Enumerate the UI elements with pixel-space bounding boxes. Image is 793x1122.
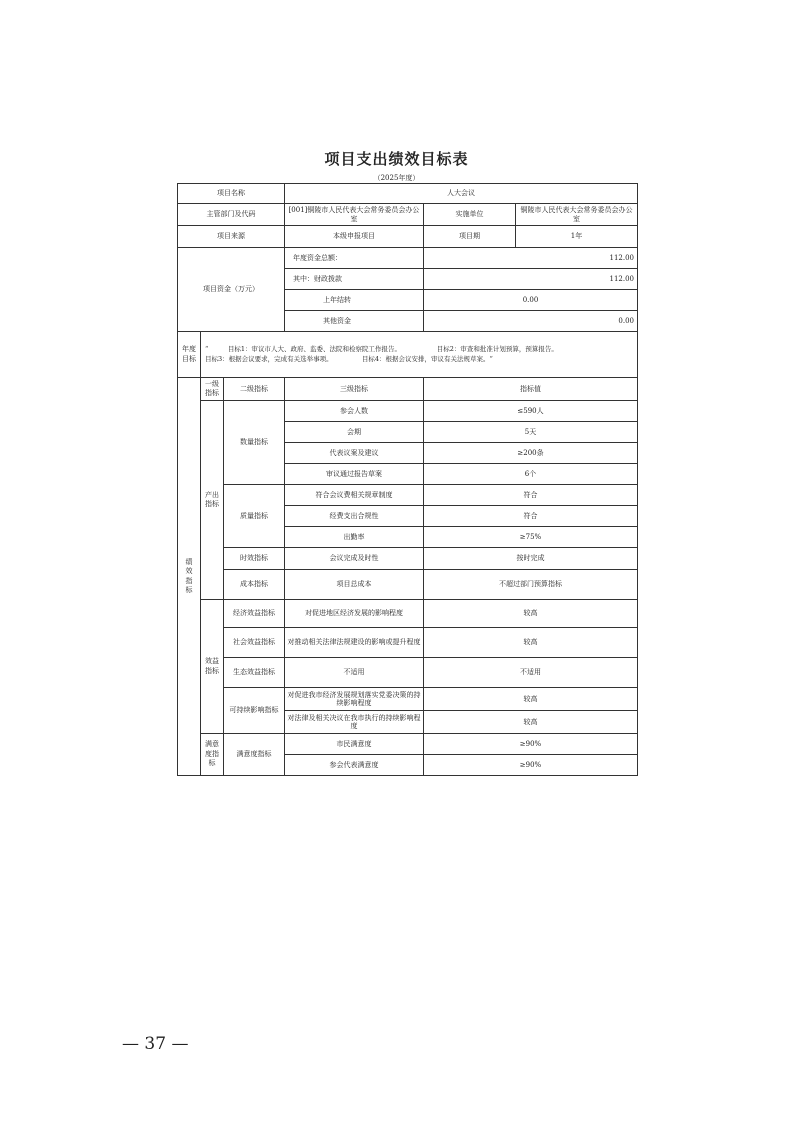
indicator-row bbox=[178, 401, 638, 422]
project-name-value: 人大会议 bbox=[285, 184, 638, 204]
implementing-unit-value: 铜陵市人民代表大会常务委员会办公室 bbox=[516, 204, 638, 226]
perf-outer-label bbox=[178, 378, 201, 776]
eco-label: 生态效益指标 bbox=[224, 658, 285, 688]
output-label-text: 产出指标 bbox=[205, 490, 219, 508]
economic-label: 经济效益指标 bbox=[224, 600, 285, 628]
indicator-name: 项目总成本 bbox=[285, 570, 424, 600]
indicator-row bbox=[178, 485, 638, 506]
indicator-value: 较高 bbox=[424, 628, 638, 658]
indicator-row bbox=[178, 734, 638, 755]
indicator-name: 对法律及相关决议在我市执行的持续影响程度 bbox=[285, 711, 424, 734]
document-title: 项目支出绩效目标表 bbox=[324, 150, 469, 168]
fund-value: 112.00 bbox=[424, 248, 638, 269]
indicator-value: ≥90% bbox=[424, 755, 638, 776]
header-level2: 二级指标 bbox=[224, 378, 285, 401]
timeliness-label: 时效指标 bbox=[224, 548, 285, 570]
fund-value: 112.00 bbox=[424, 269, 638, 290]
indicator-row bbox=[178, 688, 638, 711]
fund-row bbox=[178, 248, 638, 269]
project-source-value: 本级申报项目 bbox=[285, 226, 424, 248]
perf-outer-label-text: 绩效指标 bbox=[185, 557, 193, 594]
project-name-label: 项目名称 bbox=[178, 184, 285, 204]
fund-label: 年度资金总额： bbox=[285, 248, 424, 269]
indicator-value: 6个 bbox=[424, 464, 638, 485]
funds-label bbox=[178, 248, 285, 332]
implementing-unit-label: 实施单位 bbox=[424, 204, 516, 226]
annual-goal-line: “ 目标1：审议市人大、政府、监委、法院和检察院工作报告。 目标2：审查和批准计划预算，预算报告。 bbox=[205, 345, 558, 354]
indicator-name: 符合会议费相关规章制度 bbox=[285, 485, 424, 506]
output-label bbox=[201, 401, 224, 600]
indicator-name: 经费支出合规性 bbox=[285, 506, 424, 527]
indicator-value: 不适用 bbox=[424, 658, 638, 688]
benefit-label bbox=[201, 600, 224, 734]
project-name-row bbox=[178, 184, 638, 204]
satisfaction-l1-text: 满意度指标 bbox=[205, 740, 219, 768]
header-level1-text: 一级指标 bbox=[205, 379, 219, 397]
indicator-header-row bbox=[178, 378, 638, 401]
annual-goal-label bbox=[178, 332, 201, 378]
fund-value: 0.00 bbox=[424, 290, 638, 311]
indicator-row bbox=[178, 628, 638, 658]
indicator-name: 对促进我市经济发展规划落实党委决策的持续影响程度 bbox=[285, 688, 424, 711]
indicator-name: 参会代表满意度 bbox=[285, 755, 424, 776]
indicator-value: 5天 bbox=[424, 422, 638, 443]
indicator-value: 不超过部门预算指标 bbox=[424, 570, 638, 600]
benefit-label-text: 效益指标 bbox=[205, 657, 219, 675]
fund-label: 上年结转 bbox=[285, 290, 424, 311]
satisfaction-l2-label: 满意度指标 bbox=[224, 734, 285, 776]
department-label: 主管部门及代码 bbox=[178, 204, 285, 226]
indicator-value: 按时完成 bbox=[424, 548, 638, 570]
indicator-row bbox=[178, 548, 638, 570]
indicator-name: 不适用 bbox=[285, 658, 424, 688]
indicator-value: ≥200条 bbox=[424, 443, 638, 464]
indicator-row bbox=[178, 600, 638, 628]
annual-goal-label-text: 年度目标 bbox=[182, 345, 196, 363]
quantity-label: 数量指标 bbox=[224, 401, 285, 485]
document-year: （2025年度） bbox=[373, 174, 420, 182]
indicator-name: 会议完成及时性 bbox=[285, 548, 424, 570]
annual-goal-line: 目标3：根据会议要求，完成有关选举事项。 目标4：根据会议安排，审议有关法规草案。“ bbox=[205, 354, 493, 363]
indicator-value: 较高 bbox=[424, 688, 638, 711]
indicator-value: 较高 bbox=[424, 600, 638, 628]
fund-label: 其他资金 bbox=[285, 311, 424, 332]
indicator-row bbox=[178, 570, 638, 600]
indicator-value: 符合 bbox=[424, 506, 638, 527]
header-value: 指标值 bbox=[424, 378, 638, 401]
project-period-value: 1年 bbox=[516, 226, 638, 248]
indicator-value: 较高 bbox=[424, 711, 638, 734]
indicator-name: 审议通过报告草案 bbox=[285, 464, 424, 485]
indicator-name: 参会人数 bbox=[285, 401, 424, 422]
header-level1 bbox=[201, 378, 224, 401]
project-source-row bbox=[178, 226, 638, 248]
performance-goal-table bbox=[177, 183, 638, 776]
indicator-name: 会期 bbox=[285, 422, 424, 443]
indicator-name: 对促进地区经济发展的影响程度 bbox=[285, 600, 424, 628]
department-row bbox=[178, 204, 638, 226]
indicator-row bbox=[178, 658, 638, 688]
header-level3: 三级指标 bbox=[285, 378, 424, 401]
social-label: 社会效益指标 bbox=[224, 628, 285, 658]
satisfaction-l1-label bbox=[201, 734, 224, 776]
project-period-label: 项目期 bbox=[424, 226, 516, 248]
annual-goal-text bbox=[201, 332, 638, 378]
page-number: — 37 — bbox=[122, 1034, 189, 1054]
funds-label-text: 项目资金（万元） bbox=[203, 285, 259, 294]
indicator-name: 市民满意度 bbox=[285, 734, 424, 755]
indicator-value: ≥90% bbox=[424, 734, 638, 755]
project-source-label: 项目来源 bbox=[178, 226, 285, 248]
indicator-value: 符合 bbox=[424, 485, 638, 506]
indicator-name: 代表议案及建议 bbox=[285, 443, 424, 464]
fund-label: 其中：财政拨款 bbox=[285, 269, 424, 290]
fund-value: 0.00 bbox=[424, 311, 638, 332]
quality-label: 质量指标 bbox=[224, 485, 285, 548]
indicator-name: 对推动相关法律法规建设的影响或提升程度 bbox=[285, 628, 424, 658]
cost-label: 成本指标 bbox=[224, 570, 285, 600]
indicator-value: ≤590人 bbox=[424, 401, 638, 422]
indicator-value: ≥75% bbox=[424, 527, 638, 548]
indicator-name: 出勤率 bbox=[285, 527, 424, 548]
sustain-label: 可持续影响指标 bbox=[224, 688, 285, 734]
annual-goal-row bbox=[178, 332, 638, 378]
department-value: [001]铜陵市人民代表大会常务委员会办公室 bbox=[285, 204, 424, 226]
